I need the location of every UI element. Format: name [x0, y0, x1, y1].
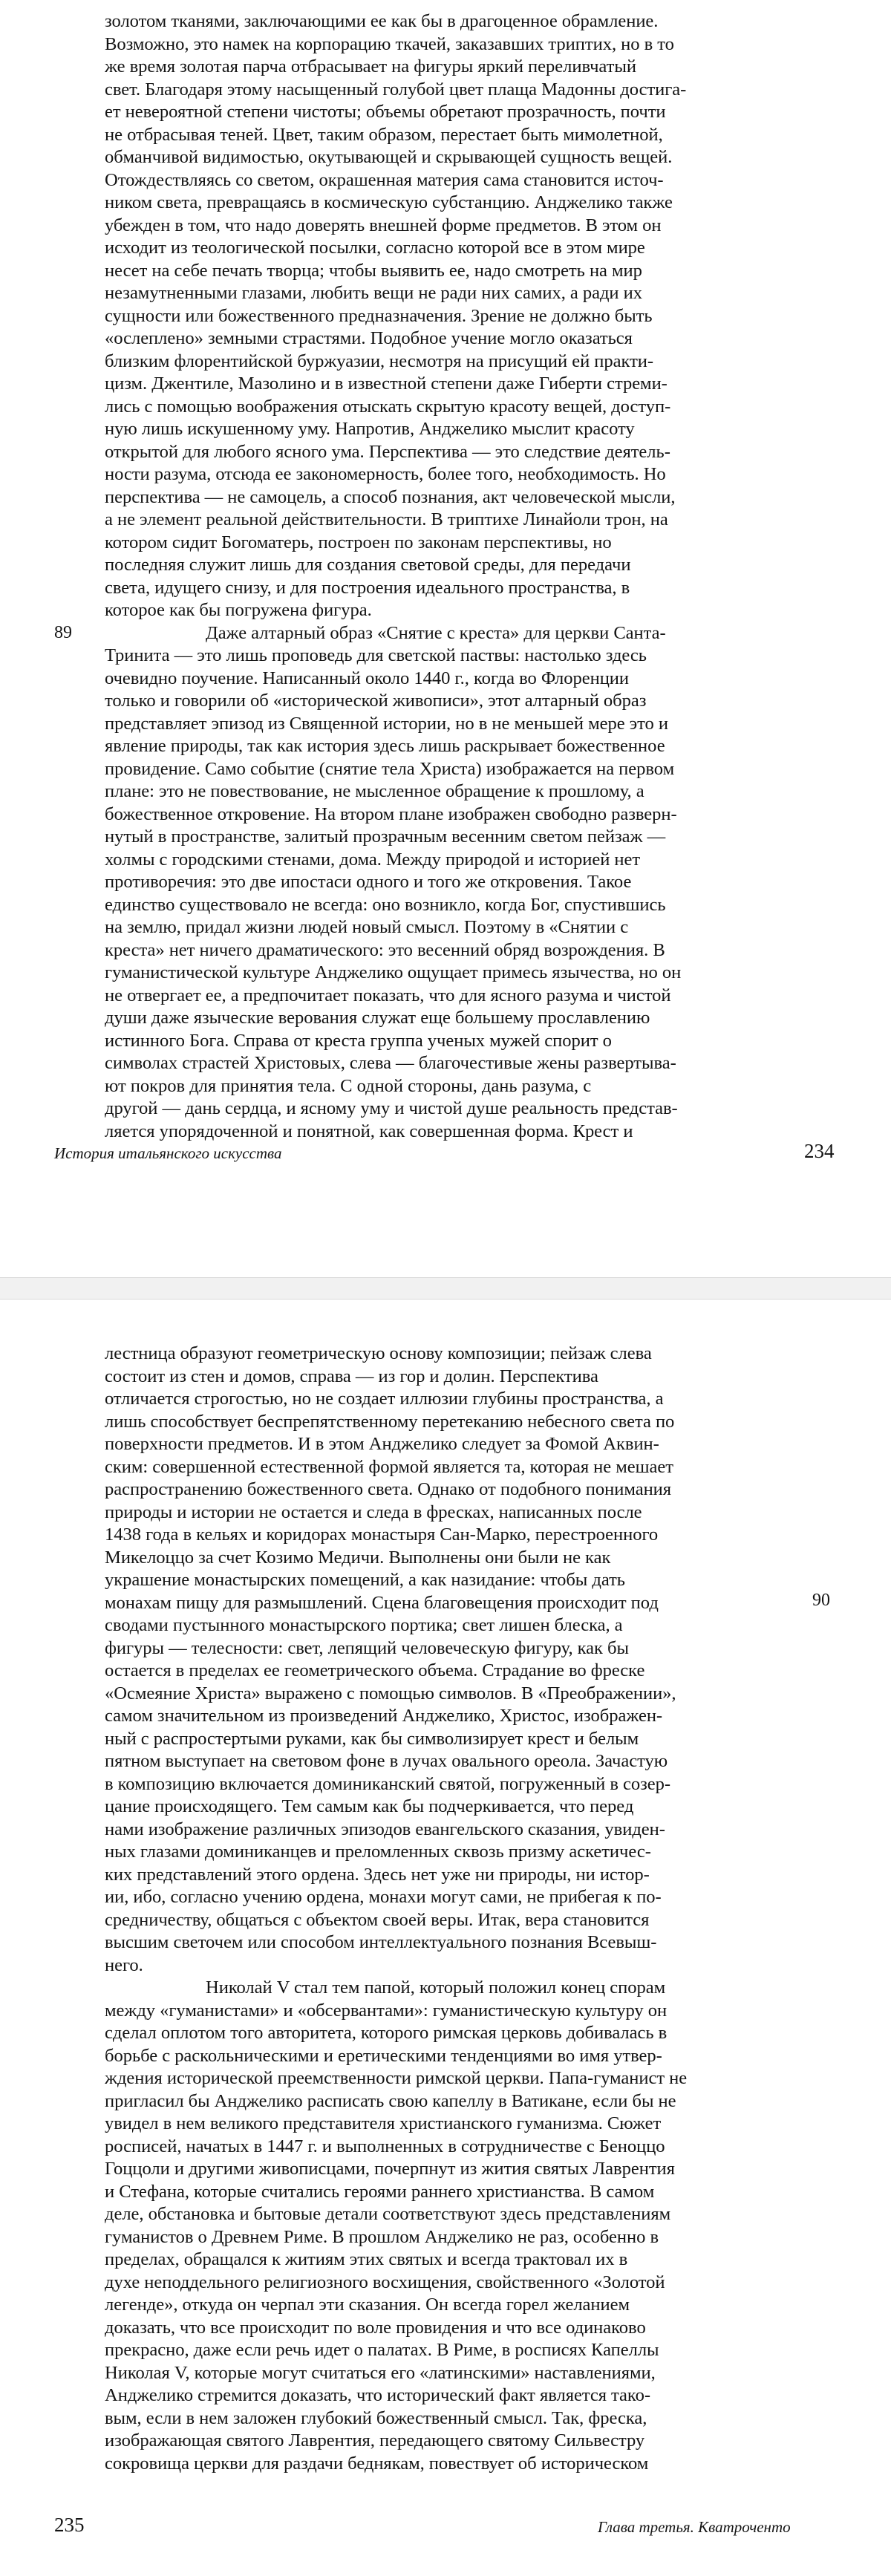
text-line: ют покров для принятия тела. С одной стороны, дань разума, с — [105, 1075, 592, 1096]
text-line: другой — дань сердца, и ясному уму и чистой душе реальность представ- — [105, 1098, 678, 1118]
text-line: ляется упорядоченной и понятной, как совершенная форма. Крест и — [105, 1121, 633, 1141]
text-line: убежден в том, что надо доверять внешней форме предметов. В этом он — [105, 215, 662, 235]
text-line: гуманистов о Древнем Риме. В прошлом Анджелико не раз, особенно в — [105, 2226, 659, 2247]
text-line: а не элемент реальной действительности. В триптихе Линайоли трон, на — [105, 509, 668, 529]
text-line: на землю, придал жизни людей новый смысл. Поэтому в «Снятии с — [105, 917, 629, 937]
text-line: ную лишь искушенному уму. Напротив, Анджелико мыслит красоту — [105, 419, 635, 439]
text-line: исходит из теологической посылки, согласно которой все в этом мире — [105, 238, 645, 258]
text-line: нами изображение различных эпизодов евангельского сказания, увиден- — [105, 1819, 665, 1839]
text-line: свет. Благодаря этому насыщенный голубой цвет плаща Мадонны достига- — [105, 79, 687, 100]
text-line: изображающая святого Лаврентия, передающего святому Сильвестру — [105, 2430, 645, 2451]
text-line: состоит из стен и домов, справа — из гор и долин. Перспектива — [105, 1366, 598, 1386]
text-line: ет невероятной степени чистоты; объемы обретают прозрачность, почти — [105, 102, 666, 122]
text-line: не отвергает ее, а предпочитает показать, что для ясного разума и чистой — [105, 985, 671, 1005]
page-235 — [0, 1300, 891, 2576]
text-line: сводами пустынного монастырского портика; свет лишен блеска, а — [105, 1615, 623, 1635]
text-line: очевидно поучение. Написанный около 1440 г., когда во Флоренции — [105, 668, 630, 688]
text-line: лишь способствует беспрепятственному перетеканию небесного света по — [105, 1411, 675, 1432]
text-line: Анджелико стремится доказать, что исторический факт является тако- — [105, 2385, 650, 2405]
text-line: сделал оплотом того авторитета, которого римская церковь добивалась в — [105, 2023, 668, 2043]
margin-note-number: 90 — [812, 1591, 830, 1610]
text-line: сокровища церкви для раздачи беднякам, повествует об историческом — [105, 2453, 649, 2474]
text-line: противоречия: это две ипостаси одного и того же откровения. Такое — [105, 872, 632, 892]
text-line: перспектива — не самоцель, а способ познания, акт человеческой мысли, — [105, 486, 676, 507]
margin-note-number: 89 — [54, 623, 72, 642]
text-line: света, идущего снизу, и для построения идеального пространства, в — [105, 577, 630, 598]
text-line: ных глазами доминиканцев и преломленных сквозь призму аскетичес- — [105, 1842, 651, 1862]
text-line: цание происходящего. Тем самым как бы подчеркивается, что перед — [105, 1796, 634, 1816]
text-line: ским: совершенной естественной формой является та, которая не мешает — [105, 1456, 673, 1477]
text-line: близким флорентийской буржуазии, несмотря на присущий ей практи- — [105, 350, 654, 371]
text-line: остается в пределах ее геометрического объема. Страдание во фреске — [105, 1660, 645, 1680]
text-line: 1438 года в кельях и коридорах монастыря Сан-Марко, перестроенного — [105, 1525, 659, 1545]
text-line: провидение. Само событие (снятие тела Христа) изображается на первом — [105, 758, 675, 779]
text-line: открытой для любого ясного ума. Перспектива — это следствие деятель- — [105, 441, 670, 462]
text-line: отличается строгостью, но не создает иллюзии глубины пространства, а — [105, 1389, 664, 1409]
text-line: котором сидит Богоматерь, построен по законам перспективы, но — [105, 532, 612, 552]
running-footer-chapter: Глава третья. Кватроченто — [598, 2518, 791, 2536]
text-line: Отождествляясь со светом, окрашенная материя сама становится источ- — [105, 169, 664, 190]
text-line: цизм. Джентиле, Мазолино и в известной степени даже Гиберти стреми- — [105, 374, 668, 394]
text-line: Возможно, это намек на корпорацию ткачей, заказавших триптих, но в то — [105, 33, 674, 54]
text-line: обманчивой видимостью, окутывающей и скрывающей сущность вещей. — [105, 147, 673, 167]
text-line: не отбрасывая теней. Цвет, таким образом, перестает быть мимолетной, — [105, 124, 663, 145]
running-footer-title: История итальянского искусства — [54, 1144, 282, 1162]
text-line: вым, если в нем заложен глубокий божественный смысл. Так, фреска, — [105, 2407, 647, 2428]
text-line: средничеству, общаться с объектом своей веры. Итак, вера становится — [105, 1909, 650, 1930]
text-line: поверхности предметов. И в этом Анджелико следует за Фомой Аквин- — [105, 1434, 659, 1454]
text-line: деле, обстановка и бытовые детали соответствуют здесь представлениям — [105, 2204, 671, 2224]
text-line: плане: это не повествование, не мысленное обращение к прошлому, а — [105, 781, 644, 801]
text-line: ких представлений этого ордена. Здесь нет уже ни природы, ни истор- — [105, 1864, 650, 1885]
text-line: самом значительном из произведений Анджелико, Христос, изображен- — [105, 1706, 663, 1726]
text-line: «ослеплено» земными страстями. Подобное учение могло оказаться — [105, 328, 633, 348]
text-line: распространению божественного света. Однако от подобного понимания — [105, 1479, 672, 1499]
text-line: Микелоццо за счет Козимо Медичи. Выполнены они были не как — [105, 1547, 611, 1568]
text-line: и Стефана, которые считались героями раннего христианства. В самом — [105, 2181, 655, 2202]
text-line: креста» нет ничего драматического: это весенний обряд возрождения. В — [105, 939, 665, 960]
text-line: высшим светочем или способом интеллектуального познания Всевыш- — [105, 1932, 657, 1952]
text-line: божественное откровение. На втором плане изображен свободно разверн- — [105, 803, 677, 824]
text-line: гуманистической культуре Анджелико ощущает примесь язычества, но он — [105, 962, 682, 982]
text-line: лестница образуют геометрическую основу композиции; пейзаж слева — [105, 1343, 652, 1363]
text-line: доказать, что все происходит по воле провидения и что все одинаково — [105, 2317, 646, 2338]
text-line: явление природы, так как история здесь лишь раскрывает божественное — [105, 736, 665, 756]
text-line: несет на себе печать творца; чтобы выявить ее, надо смотреть на мир — [105, 260, 642, 281]
text-line: в композицию включается доминиканский святой, погруженный в созер- — [105, 1773, 671, 1794]
text-line: Гоццоли и другими живописцами, почерпнут из жития святых Лаврентия — [105, 2159, 675, 2179]
page-number: 234 — [804, 1140, 835, 1162]
text-line: прекрасно, даже если речь идет о палатах. В Риме, в росписях Капеллы — [105, 2340, 659, 2360]
text-line: незамутненными глазами, любить вещи не ради них самих, а ради их — [105, 283, 642, 303]
text-line: пригласил бы Анджелико расписать свою капеллу в Ватикане, если бы не — [105, 2090, 676, 2111]
text-line: холмы с городскими стенами, дома. Между природой и историей нет — [105, 849, 641, 870]
body-text — [105, 1343, 755, 2475]
text-line: ждения исторической преемственности римской церкви. Папа-гуманист не — [105, 2068, 688, 2088]
text-line: пятном выступает на световом фоне в лучах овального ореола. Зачастую — [105, 1751, 668, 1771]
text-line: души даже языческие верования служат еще большему прославлению — [105, 1008, 650, 1028]
text-line: борьбе с раскольническими и еретическими тенденциями во имя утвер- — [105, 2045, 662, 2066]
text-line: духе неподдельного религиозного восхищения, свойственного «Золотой — [105, 2272, 665, 2292]
text-line: нутый в пространстве, залитый прозрачным весенним светом пейзаж — — [105, 826, 666, 847]
text-line: природы и истории не остается и следа в фресках, написанных после — [105, 1501, 642, 1522]
text-line: росписей, начатых в 1447 г. и выполненных в сотрудничестве с Беноццо — [105, 2136, 665, 2156]
page-234 — [0, 0, 891, 1277]
text-line: ности разума, отсюда ее закономерность, более того, необходимость. Но — [105, 464, 666, 484]
text-line: последняя служит лишь для создания световой среды, для передачи — [105, 555, 631, 575]
text-line: украшение монастырских помещений, а как назидание: чтобы дать — [105, 1570, 625, 1590]
text-line: символах страстей Христовых, слева — благочестивые жены развертыва- — [105, 1053, 676, 1073]
text-line: пределах, обращался к житиям этих святых и всегда трактовал их в — [105, 2249, 628, 2269]
text-line: же время золотая парча отбрасывает на фигуры яркий переливчатый — [105, 56, 636, 76]
body-text — [105, 10, 755, 1143]
text-line: фигуры — телесности: свет, лепящий человеческую фигуру, как бы — [105, 1637, 629, 1658]
text-line: только и говорили об «исторической живописи», этот алтарный образ — [105, 691, 647, 711]
text-line: Даже алтарный образ «Снятие с креста» для церкви Санта- — [206, 622, 666, 643]
text-line: увидел в нем великого представителя христианского гуманизма. Сюжет — [105, 2113, 662, 2133]
text-line: истинного Бога. Справа от креста группа ученых мужей спорит о — [105, 1030, 612, 1051]
text-line: ный с распростертыми руками, как бы символизирует крест и белым — [105, 1728, 639, 1749]
text-line: сущности или божественного предназначения. Зрение не должно быть — [105, 305, 653, 326]
text-line: лись с помощью воображения отыскать скрытую красоту вещей, доступ- — [105, 396, 671, 417]
text-line: монахам пищу для размышлений. Сцена благовещения происходит под — [105, 1592, 659, 1613]
text-line: единство существовало не всегда: оно возникло, когда Бог, спустившись — [105, 894, 666, 915]
text-line: золотом тканями, заключающими ее как бы в драгоценное обрамление. — [105, 11, 659, 31]
text-line: Николая V, которые могут считаться его «латинскими» наставлениями, — [105, 2362, 656, 2383]
text-line: представляет эпизод из Священной истории, но в не меньшей мере это и — [105, 713, 668, 734]
text-line: Николай V стал тем папой, который положил конец спорам — [206, 1977, 666, 1998]
text-line: между «гуманистами» и «обсервантами»: гуманистическую культуру он — [105, 2000, 668, 2021]
text-line: «Осмеяние Христа» выражено с помощью символов. В «Преображении», — [105, 1683, 676, 1703]
text-line: ии, ибо, согласно учению ордена, монахи могут сами, не прибегая к по- — [105, 1887, 662, 1907]
page-number: 235 — [54, 2514, 85, 2536]
text-line: легенде», откуда он черпал эти сказания. Он всегда горел желанием — [105, 2295, 630, 2315]
text-line: него. — [105, 1954, 143, 1975]
text-line: которое как бы погружена фигура. — [105, 600, 372, 620]
page-separator — [0, 1277, 891, 1300]
text-line: Тринита — это лишь проповедь для светской паствы: настолько здесь — [105, 645, 647, 665]
text-line: ником света, превращаясь в космическую субстанцию. Анджелико также — [105, 192, 673, 212]
